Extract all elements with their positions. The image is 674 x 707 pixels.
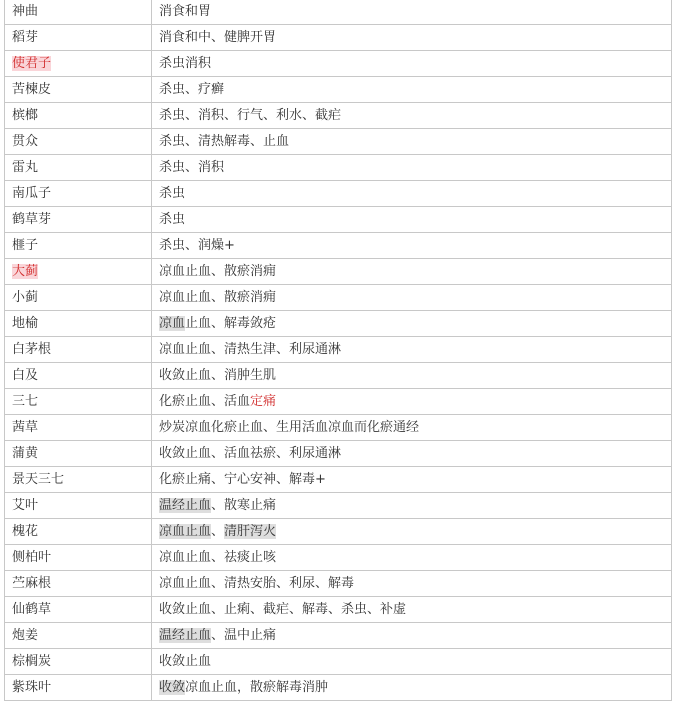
table-row [5,597,672,623]
herb-effect: 化瘀止血、活血定痛 [152,389,672,415]
herb-effect: 凉血止血、清热生津、利尿通淋 [152,337,672,363]
herb-effect: 温经止血、散寒止痛 [152,493,672,519]
herb-effect: 凉血止血、散瘀消痈 [152,259,672,285]
herb-effect: 凉血止血、祛痰止咳 [152,545,672,571]
table-row [5,207,672,233]
herb-effect: 收敛止血、消肿生肌 [152,363,672,389]
table-row [5,25,672,51]
table-row [5,519,672,545]
herb-name: 景天三七 [5,467,152,493]
table-row [5,0,672,25]
table-row [5,51,672,77]
table-row [5,181,672,207]
herb-effect: 杀虫消积 [152,51,672,77]
herb-effect: 杀虫、润燥+ [152,233,672,259]
herb-effect: 杀虫、消积 [152,155,672,181]
herb-name: 白茅根 [5,337,152,363]
table-row [5,493,672,519]
herb-name: 雷丸 [5,155,152,181]
herb-effect: 杀虫、消积、行气、利水、截疟 [152,103,672,129]
herb-name: 蒲黄 [5,441,152,467]
herb-name: 贯众 [5,129,152,155]
herb-name-highlighted: 大蓟 [5,259,152,285]
herb-name: 紫珠叶 [5,675,152,701]
herb-name: 槐花 [5,519,152,545]
herb-effect: 温经止血、温中止痛 [152,623,672,649]
herb-effect: 收敛凉血止血，散瘀解毒消肿 [152,675,672,701]
herb-name: 艾叶 [5,493,152,519]
herb-effect: 凉血止血、解毒敛疮 [152,311,672,337]
herb-effect: 凉血止血、清肝泻火 [152,519,672,545]
herb-name: 槟榔 [5,103,152,129]
herb-effect: 杀虫、疗癣 [152,77,672,103]
herb-name: 茜草 [5,415,152,441]
herb-name: 稻芽 [5,25,152,51]
herb-effect: 杀虫、清热解毒、止血 [152,129,672,155]
herb-name: 南瓜子 [5,181,152,207]
table-row [5,545,672,571]
table-row [5,77,672,103]
herb-name: 榧子 [5,233,152,259]
table-row [5,415,672,441]
table-row [5,285,672,311]
table-row [5,363,672,389]
table-row [5,441,672,467]
herb-name: 仙鹤草 [5,597,152,623]
table-row [5,623,672,649]
herb-name: 鹤草芽 [5,207,152,233]
herb-effect: 收敛止血 [152,649,672,675]
herb-name: 神曲 [5,0,152,25]
herb-effect: 收敛止血、活血祛瘀、利尿通淋 [152,441,672,467]
table-row [5,467,672,493]
table-row [5,649,672,675]
herb-name: 炮姜 [5,623,152,649]
herb-name: 棕榈炭 [5,649,152,675]
table-row [5,571,672,597]
herb-effect: 收敛止血、止痢、截疟、解毒、杀虫、补虚 [152,597,672,623]
herb-effect: 杀虫 [152,181,672,207]
table-row [5,103,672,129]
herb-effect: 凉血止血、散瘀消痈 [152,285,672,311]
herb-name: 侧柏叶 [5,545,152,571]
herb-effect: 杀虫 [152,207,672,233]
herb-effect: 消食和中、健脾开胃 [152,25,672,51]
table-row [5,259,672,285]
herb-effect: 炒炭凉血化瘀止血、生用活血凉血而化瘀通经 [152,415,672,441]
herb-name: 白及 [5,363,152,389]
table-row [5,233,672,259]
table-row [5,389,672,415]
table-row [5,675,672,701]
herb-name-highlighted: 使君子 [5,51,152,77]
herb-effect: 消食和胃 [152,0,672,25]
table-row [5,337,672,363]
table-row [5,311,672,337]
herb-name: 小蓟 [5,285,152,311]
herb-name: 苎麻根 [5,571,152,597]
herb-name: 地榆 [5,311,152,337]
herb-name: 三七 [5,389,152,415]
herb-effect: 凉血止血、清热安胎、利尿、解毒 [152,571,672,597]
herb-table [4,0,672,701]
table-row [5,129,672,155]
table-row [5,155,672,181]
herb-effect: 化瘀止痛、宁心安神、解毒+ [152,467,672,493]
herb-name: 苦楝皮 [5,77,152,103]
herb-table-body [5,0,672,701]
